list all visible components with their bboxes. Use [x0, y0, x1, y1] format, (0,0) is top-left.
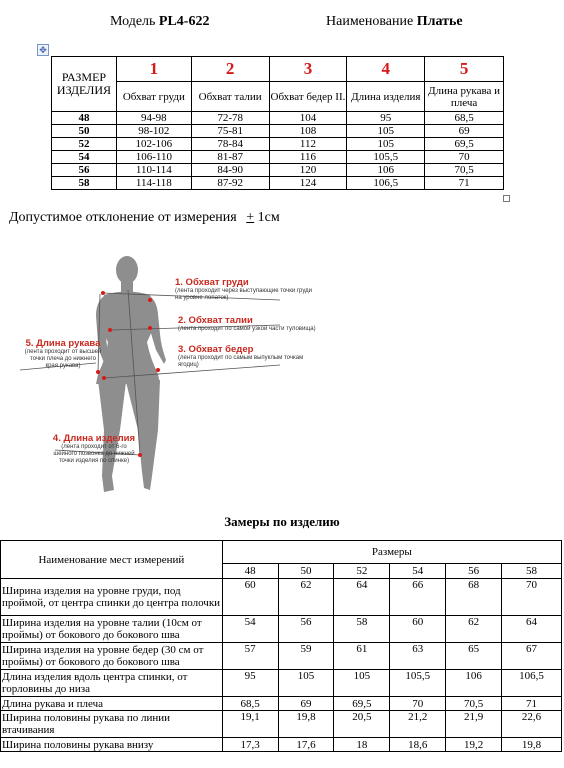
- label-length: [52, 433, 136, 465]
- label-length-sub: (лента проходит от 6-го шейного позвонка до нижней точки изделия по спинке): [53, 444, 135, 464]
- label-chest-sub: (лента проходит через выступающие точки груди на уровне лопаток): [175, 288, 312, 301]
- label-waist: [178, 315, 318, 333]
- label-sleeve-title: 5. Длина рукава: [25, 338, 101, 349]
- model-value: PL4-622: [158, 14, 210, 29]
- measures-name-header: Наименование мест измерений: [1, 541, 223, 579]
- table-cell: 69: [278, 697, 334, 711]
- tolerance-note: [9, 210, 280, 226]
- table-cell: 62: [446, 616, 502, 643]
- table-cell: 57: [222, 643, 278, 670]
- table-cell: 64: [502, 616, 562, 643]
- measure-label: Длина изделия вдоль центра спинки, от горловины до низа: [1, 670, 223, 697]
- column-title: Обхват груди: [116, 82, 191, 112]
- size-header: 52: [334, 564, 390, 579]
- table-cell: 105: [347, 138, 425, 151]
- table-cell: 69,5: [425, 138, 504, 151]
- measures-sizes-header: Размеры: [222, 541, 561, 564]
- table-cell: 21,2: [390, 711, 446, 738]
- measures-header-row: [1, 541, 562, 564]
- table-cell: 56: [278, 616, 334, 643]
- table-cell: 54: [52, 151, 117, 164]
- size-header: 58: [502, 564, 562, 579]
- measure-label: Ширина половины рукава внизу: [1, 738, 223, 752]
- table-cell: 68,5: [425, 112, 504, 125]
- size-table-header-row: [52, 57, 504, 82]
- table-cell: 105: [347, 125, 425, 138]
- label-waist-title: 2. Обхват талии: [178, 315, 253, 326]
- table-cell: 67: [502, 643, 562, 670]
- table-cell: 95: [347, 112, 425, 125]
- table-cell: 81-87: [191, 151, 269, 164]
- measures-table: [0, 540, 562, 752]
- table-cell: 22,6: [502, 711, 562, 738]
- table-cell: 70,5: [425, 164, 504, 177]
- table-cell: 72-78: [191, 112, 269, 125]
- table-cell: 105: [334, 670, 390, 697]
- table-cell: 52: [52, 138, 117, 151]
- table-resize-handle[interactable]: [503, 195, 510, 202]
- table-cell: 66: [390, 579, 446, 616]
- table-move-handle-icon[interactable]: ✥: [37, 44, 49, 56]
- column-number: 4: [347, 57, 425, 82]
- size-table-title-row: [52, 82, 504, 112]
- table-cell: 112: [269, 138, 347, 151]
- table-cell: 63: [390, 643, 446, 670]
- column-number: 1: [116, 57, 191, 82]
- table-cell: 98-102: [116, 125, 191, 138]
- model-heading: [110, 14, 209, 30]
- table-row: [1, 579, 562, 616]
- table-cell: 87-92: [191, 177, 269, 190]
- table-cell: 68,5: [222, 697, 278, 711]
- column-number: 5: [425, 57, 504, 82]
- table-cell: 60: [222, 579, 278, 616]
- size-table-corner: РАЗМЕР ИЗДЕЛИЯ: [52, 57, 117, 112]
- table-cell: 110-114: [116, 164, 191, 177]
- table-row: [52, 138, 504, 151]
- table-cell: 17,6: [278, 738, 334, 752]
- label-sleeve-sub: (лента проходит от высшей точки плеча до нижнего края рукава): [24, 349, 102, 369]
- size-header: 56: [446, 564, 502, 579]
- table-cell: 59: [278, 643, 334, 670]
- table-cell: 106: [446, 670, 502, 697]
- measure-label: Длина рукава и плеча: [1, 697, 223, 711]
- tolerance-value: 1см: [254, 210, 280, 225]
- table-cell: 94-98: [116, 112, 191, 125]
- label-waist-sub: (лента проходит по самой узкой части туловища): [178, 326, 316, 332]
- table-cell: 71: [502, 697, 562, 711]
- size-table: [51, 56, 504, 190]
- label-chest: [175, 277, 315, 302]
- table-cell: 21,9: [446, 711, 502, 738]
- label-chest-title: 1. Обхват груди: [175, 277, 249, 288]
- name-label: Наименование: [326, 14, 414, 29]
- table-row: [52, 125, 504, 138]
- table-row: [1, 643, 562, 670]
- table-cell: 54: [222, 616, 278, 643]
- table-cell: 105,5: [390, 670, 446, 697]
- table-row: [52, 151, 504, 164]
- column-title: Длина изделия: [347, 82, 425, 112]
- measures-title: Замеры по изделию: [224, 514, 340, 529]
- table-cell: 124: [269, 177, 347, 190]
- label-length-title: 4. Длина изделия: [52, 433, 136, 444]
- table-cell: 114-118: [116, 177, 191, 190]
- table-cell: 106,5: [347, 177, 425, 190]
- table-cell: 19,1: [222, 711, 278, 738]
- label-sleeve: [24, 338, 102, 370]
- table-cell: 70: [390, 697, 446, 711]
- table-row: [52, 112, 504, 125]
- table-cell: 61: [334, 643, 390, 670]
- table-cell: 105: [278, 670, 334, 697]
- table-cell: 48: [52, 112, 117, 125]
- column-number: 2: [191, 57, 269, 82]
- column-number: 3: [269, 57, 347, 82]
- name-value: Платье: [416, 14, 463, 29]
- table-cell: 104: [269, 112, 347, 125]
- table-row: [1, 697, 562, 711]
- table-cell: 78-84: [191, 138, 269, 151]
- table-cell: 102-106: [116, 138, 191, 151]
- size-header: 48: [222, 564, 278, 579]
- measure-label: Ширина половины рукава по линии втачивания: [1, 711, 223, 738]
- table-cell: 106,5: [502, 670, 562, 697]
- table-cell: 19,8: [502, 738, 562, 752]
- column-title: Длина рукава и плеча: [425, 82, 504, 112]
- table-cell: 95: [222, 670, 278, 697]
- table-cell: 50: [52, 125, 117, 138]
- table-cell: 69: [425, 125, 504, 138]
- table-cell: 70,5: [446, 697, 502, 711]
- table-cell: 65: [446, 643, 502, 670]
- table-cell: 60: [390, 616, 446, 643]
- table-cell: 58: [334, 616, 390, 643]
- table-cell: 68: [446, 579, 502, 616]
- table-cell: 75-81: [191, 125, 269, 138]
- table-cell: 19,2: [446, 738, 502, 752]
- label-hips-title: 3. Обхват бедер: [178, 344, 254, 355]
- label-hips-sub: (лента проходит по самым выпуклым точкам ягодиц): [178, 355, 304, 368]
- table-cell: 106-110: [116, 151, 191, 164]
- measure-label: Ширина изделия на уровне груди, под проймой, от центра спинки до центра полочки: [1, 579, 223, 616]
- table-cell: 18,6: [390, 738, 446, 752]
- table-cell: 71: [425, 177, 504, 190]
- column-title: Обхват талии: [191, 82, 269, 112]
- table-cell: 70: [502, 579, 562, 616]
- table-cell: 19,8: [278, 711, 334, 738]
- model-label: Модель: [110, 14, 156, 29]
- measure-label: Ширина изделия на уровне талии (10см от проймы) от бокового до бокового шва: [1, 616, 223, 643]
- measure-label: Ширина изделия на уровне бедер (30 см от проймы) от бокового до бокового шва: [1, 643, 223, 670]
- name-heading: [326, 14, 463, 30]
- table-row: [52, 164, 504, 177]
- table-cell: 116: [269, 151, 347, 164]
- label-hips: [178, 344, 318, 369]
- table-cell: 56: [52, 164, 117, 177]
- table-cell: 120: [269, 164, 347, 177]
- table-cell: 62: [278, 579, 334, 616]
- tolerance-text: Допустимое отклонение от измерения: [9, 210, 237, 225]
- table-cell: 84-90: [191, 164, 269, 177]
- table-cell: 69,5: [334, 697, 390, 711]
- table-cell: 18: [334, 738, 390, 752]
- table-cell: 58: [52, 177, 117, 190]
- table-row: [1, 711, 562, 738]
- table-row: [1, 738, 562, 752]
- table-cell: 64: [334, 579, 390, 616]
- table-cell: 108: [269, 125, 347, 138]
- table-row: [52, 177, 504, 190]
- table-row: [1, 616, 562, 643]
- table-cell: 17,3: [222, 738, 278, 752]
- table-cell: 106: [347, 164, 425, 177]
- table-row: [1, 670, 562, 697]
- size-header: 50: [278, 564, 334, 579]
- column-title: Обхват бедер II.: [269, 82, 347, 112]
- table-cell: 70: [425, 151, 504, 164]
- tolerance-pm: +: [246, 210, 255, 225]
- table-cell: 20,5: [334, 711, 390, 738]
- size-header: 54: [390, 564, 446, 579]
- table-cell: 105,5: [347, 151, 425, 164]
